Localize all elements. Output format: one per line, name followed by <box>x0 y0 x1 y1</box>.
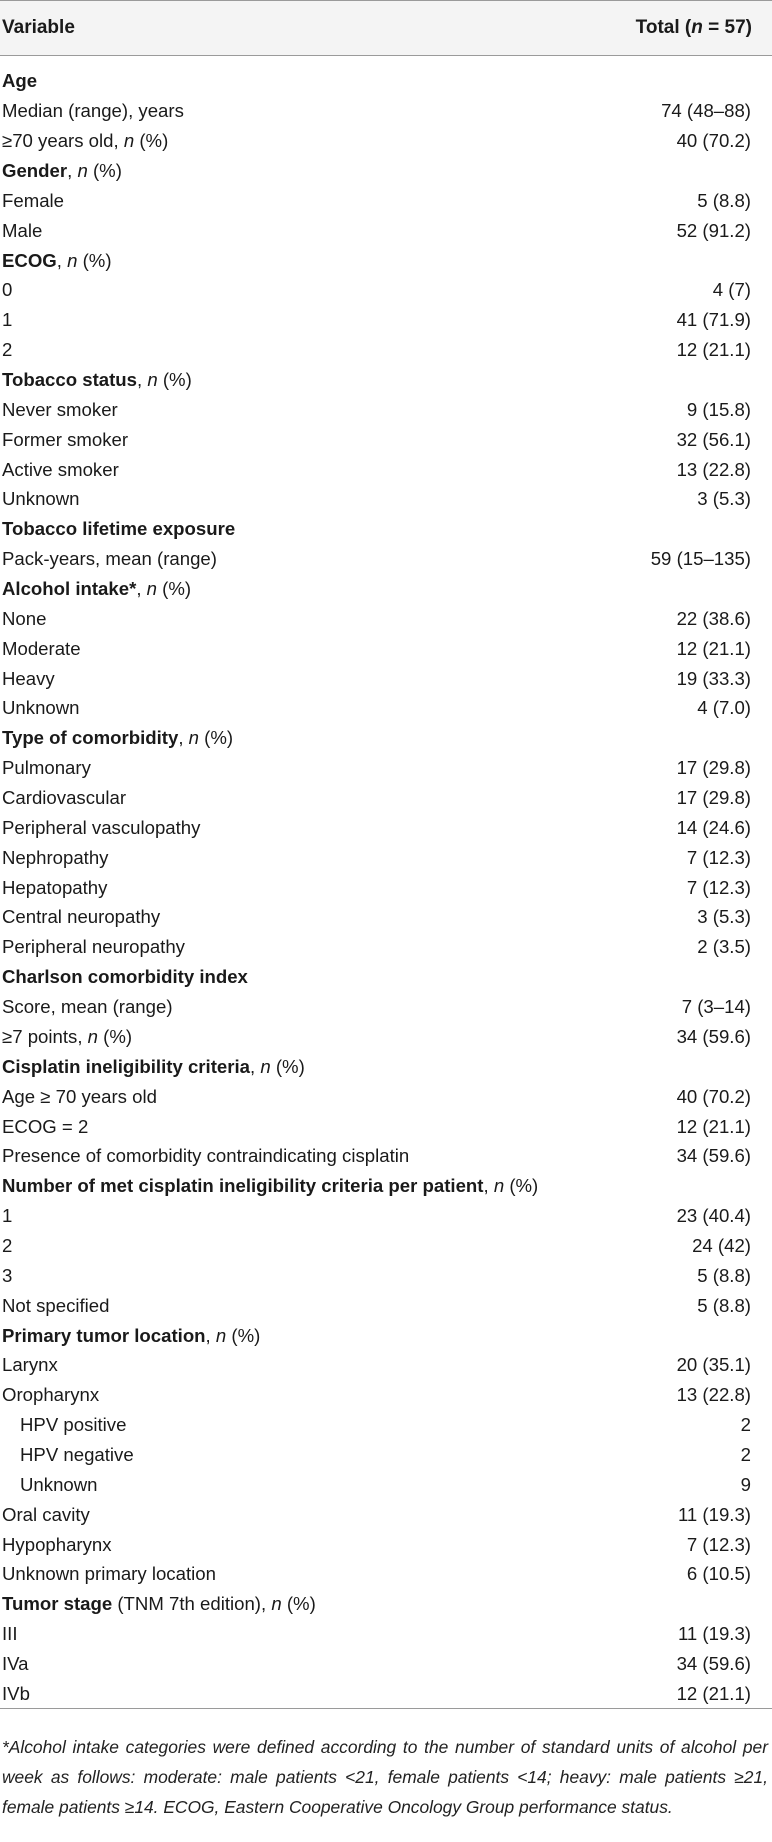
row-label: Pulmonary <box>2 757 91 779</box>
section-title: Age <box>2 70 38 92</box>
row-label: Cardiovascular <box>2 787 127 809</box>
row-value: 3 (5.3) <box>697 906 751 928</box>
table-row <box>0 275 772 305</box>
section-title: Type of comorbidity <box>2 727 179 749</box>
section-title: Tumor stage <box>2 1593 113 1615</box>
row-label: Active smoker <box>2 458 119 480</box>
table-row <box>0 1022 772 1052</box>
section-suffix: , n (%) <box>67 160 122 181</box>
row-label: Unknown primary location <box>2 1563 216 1585</box>
table-row <box>0 1201 772 1231</box>
row-label: Moderate <box>2 637 81 659</box>
section-row <box>0 514 772 544</box>
row-value: 34 (59.6) <box>676 1025 751 1047</box>
row-value: 40 (70.2) <box>676 1085 751 1107</box>
section-suffix: , n (%) <box>136 578 192 600</box>
row-label: Presence of comorbidity contraindicating cisplatin <box>2 1145 410 1167</box>
section-suffix: , n (%) <box>483 1175 539 1197</box>
row-label-n: n <box>123 130 135 152</box>
table-row <box>0 1529 772 1559</box>
row-label: HPV positive <box>20 1414 127 1436</box>
table-row <box>0 1231 772 1261</box>
row-value: 59 (15–135) <box>650 548 751 570</box>
table-row <box>0 633 772 663</box>
row-value: 13 (22.8) <box>676 458 751 480</box>
row-value: 40 (70.2) <box>676 130 751 152</box>
row-label: III <box>2 1623 18 1645</box>
row-label: Hepatopathy <box>2 876 108 898</box>
row-value: 14 (24.6) <box>676 816 751 838</box>
table-row <box>0 185 772 215</box>
row-label: IVb <box>0 1678 560 1708</box>
section-heading <box>0 1320 560 1350</box>
section-row <box>0 1051 772 1081</box>
row-value: 4 (7.0) <box>697 697 751 719</box>
row-value <box>560 1051 772 1081</box>
row-value: 34 (59.6) <box>676 1652 751 1674</box>
section-heading <box>0 723 560 753</box>
table-row <box>0 663 772 693</box>
row-value: 17 (29.8) <box>676 787 751 809</box>
table-row <box>0 1440 772 1470</box>
table-row <box>0 1559 772 1589</box>
section-heading <box>0 1589 560 1619</box>
section-title: Gender <box>2 160 68 181</box>
table-row <box>0 1141 772 1171</box>
table-row <box>0 1260 772 1290</box>
row-label: HPV negative <box>20 1443 134 1465</box>
row-value: 7 (12.3) <box>686 876 751 898</box>
row-label <box>0 126 560 156</box>
section-row <box>0 962 772 992</box>
row-value: 20 (35.1) <box>676 1354 751 1376</box>
n-symbol: n <box>271 1593 282 1615</box>
section-title: Tobacco status <box>2 369 138 391</box>
section-row <box>0 245 772 275</box>
table-row <box>0 1380 772 1410</box>
section-suffix: , n (%) <box>178 727 234 749</box>
row-value: 41 (71.9) <box>676 309 751 331</box>
n-symbol: n <box>146 578 158 600</box>
row-value: 74 (48–88) <box>661 100 751 122</box>
table-row <box>0 1619 772 1649</box>
row-label: Larynx <box>2 1354 58 1376</box>
row-value: 34 (59.6) <box>676 1145 751 1167</box>
table-row <box>0 603 772 633</box>
row-value: 2 <box>740 1443 751 1465</box>
n-symbol: n <box>77 160 88 181</box>
n-symbol: n <box>188 727 199 749</box>
table-row <box>0 842 772 872</box>
row-value: 12 (21.1) <box>676 339 751 361</box>
section-row <box>0 1320 772 1350</box>
section-heading <box>0 1171 560 1201</box>
row-value: 17 (29.8) <box>676 757 751 779</box>
row-label: Central neuropathy <box>2 906 161 928</box>
row-value: 12 (21.1) <box>676 1115 751 1137</box>
row-value <box>560 723 772 753</box>
table-row <box>0 812 772 842</box>
row-label: 1 <box>2 309 13 331</box>
section-row <box>0 365 772 395</box>
row-value: 23 (40.4) <box>676 1205 751 1227</box>
n-symbol: n <box>260 1055 271 1077</box>
section-heading <box>0 514 560 544</box>
row-value <box>560 574 772 604</box>
table-row <box>0 693 772 723</box>
row-label: Peripheral vasculopathy <box>2 816 201 838</box>
table-row <box>0 424 772 454</box>
row-value <box>560 156 772 186</box>
section-row <box>0 66 772 96</box>
row-value: 5 (8.8) <box>697 1294 751 1316</box>
row-label: Hypopharynx <box>2 1533 112 1555</box>
row-value <box>560 245 772 275</box>
section-title: Cisplatin ineligibility criteria <box>2 1055 250 1077</box>
row-label: Never smoker <box>2 398 118 420</box>
table-row <box>0 484 772 514</box>
row-value: 11 (19.3) <box>677 1503 751 1525</box>
row-value: 2 <box>740 1414 751 1436</box>
row-label: Heavy <box>2 667 55 689</box>
section-title: Alcohol intake* <box>2 578 137 600</box>
table-row <box>0 783 772 813</box>
section-suffix: , n (%) <box>249 1055 305 1077</box>
section-heading <box>0 245 560 275</box>
row-value <box>560 1171 772 1201</box>
row-value: 12 (21.1) <box>560 1678 772 1708</box>
section-title: ECOG <box>2 249 57 271</box>
row-label-n: n <box>87 1025 99 1047</box>
row-label-text: ≥70 years old, <box>2 130 124 152</box>
section-row <box>0 1171 772 1201</box>
section-heading <box>0 156 560 186</box>
row-label: Unknown <box>20 1473 98 1495</box>
section-row <box>0 156 772 186</box>
header-variable: Variable <box>0 1 560 56</box>
row-value: 7 (12.3) <box>686 1533 751 1555</box>
row-label: Peripheral neuropathy <box>2 936 185 958</box>
row-value: 32 (56.1) <box>676 428 751 450</box>
section-title: Charlson comorbidity index <box>2 966 248 988</box>
table-row <box>0 96 772 126</box>
header-total-n: n <box>691 17 703 38</box>
section-suffix: , n (%) <box>205 1324 261 1346</box>
table-row <box>0 753 772 783</box>
table-row <box>0 1469 772 1499</box>
table-footnote: *Alcohol intake categories were defined according to the number of standard units of alcohol per week as follows: moderate: male patients <21, female patients <14; heavy: male patients ≥21, female patients ≥14. ECOG, Eastern Cooperative Oncology Group performance status. <box>2 1737 768 1817</box>
row-value: 24 (42) <box>692 1234 751 1256</box>
row-value <box>560 962 772 992</box>
row-value: 13 (22.8) <box>676 1384 751 1406</box>
n-symbol: n <box>493 1175 505 1197</box>
row-label-tail: (%) <box>98 1025 133 1047</box>
section-suffix: (TNM 7th edition), n (%) <box>112 1593 316 1615</box>
table-row <box>0 1499 772 1529</box>
body-spacer <box>0 56 772 67</box>
row-label: Not specified <box>2 1294 110 1316</box>
section-row <box>0 1589 772 1619</box>
row-value: 12 (21.1) <box>676 637 751 659</box>
row-label: 2 <box>2 1234 13 1256</box>
table-row <box>0 1678 772 1708</box>
section-heading <box>0 1051 560 1081</box>
section-heading <box>0 962 560 992</box>
table-row <box>0 215 772 245</box>
table-row <box>0 454 772 484</box>
row-value: 7 (12.3) <box>686 846 751 868</box>
table-row <box>0 872 772 902</box>
row-label: Male <box>2 219 43 241</box>
row-value <box>560 365 772 395</box>
section-heading <box>0 574 560 604</box>
row-value: 5 (8.8) <box>697 1264 751 1286</box>
row-label: Nephropathy <box>2 846 109 868</box>
row-value: 6 (10.5) <box>686 1563 751 1585</box>
section-row <box>0 723 772 753</box>
section-title: Number of met cisplatin ineligibility criteria per patient <box>2 1175 484 1197</box>
section-title: Primary tumor location <box>2 1324 206 1346</box>
row-label: Oral cavity <box>2 1503 90 1525</box>
row-value: 3 (5.3) <box>697 488 751 510</box>
row-label: None <box>2 607 47 629</box>
table-row <box>0 544 772 574</box>
row-label: Age ≥ 70 years old <box>2 1085 157 1107</box>
row-value: 9 (15.8) <box>686 398 751 420</box>
table-row <box>0 902 772 932</box>
n-symbol: n <box>67 249 78 271</box>
section-heading <box>0 66 560 96</box>
row-value: 9 <box>740 1473 751 1495</box>
n-symbol: n <box>215 1324 227 1346</box>
table-row <box>0 992 772 1022</box>
row-value <box>560 66 772 96</box>
section-row <box>0 574 772 604</box>
row-value: 4 (7) <box>712 279 751 301</box>
row-value: 11 (19.3) <box>677 1623 751 1645</box>
row-label: 3 <box>2 1264 13 1286</box>
table-row <box>0 1081 772 1111</box>
row-label: 2 <box>2 339 13 361</box>
row-label: 1 <box>2 1205 13 1227</box>
table-body <box>0 56 772 1709</box>
row-label: Unknown <box>2 488 80 510</box>
row-label <box>0 1022 560 1052</box>
section-title: Tobacco lifetime exposure <box>2 518 236 540</box>
row-value: 7 (3–14) <box>681 996 751 1018</box>
table-row <box>0 1410 772 1440</box>
row-value: 52 (91.2) <box>676 219 751 241</box>
row-label: Former smoker <box>2 428 129 450</box>
section-suffix: , n (%) <box>137 369 192 391</box>
row-value <box>560 1589 772 1619</box>
table-row <box>0 1350 772 1380</box>
row-label: Unknown <box>2 697 80 719</box>
row-label: Female <box>2 189 65 211</box>
table-row <box>0 335 772 365</box>
row-label: Score, mean (range) <box>2 996 173 1018</box>
section-suffix: , n (%) <box>56 249 112 271</box>
table-row <box>0 932 772 962</box>
row-value: 2 (3.5) <box>697 936 751 958</box>
section-heading <box>0 365 560 395</box>
row-label-text: ≥7 points, <box>2 1025 88 1047</box>
row-label: 0 <box>2 279 13 301</box>
header-total-suffix: = 57) <box>702 17 752 38</box>
row-value <box>560 514 772 544</box>
table-row <box>0 1111 772 1141</box>
header-total <box>560 1 772 56</box>
row-value: 22 (38.6) <box>676 607 751 629</box>
table-row <box>0 126 772 156</box>
header-row <box>0 1 772 56</box>
row-label: ECOG = 2 <box>2 1115 89 1137</box>
row-label-tail: (%) <box>134 130 169 152</box>
header-total-prefix: Total ( <box>635 17 692 38</box>
row-label: Oropharynx <box>2 1384 100 1406</box>
row-value: 19 (33.3) <box>676 667 751 689</box>
table-header <box>0 1 772 56</box>
row-label: IVa <box>2 1652 29 1674</box>
n-symbol: n <box>147 369 158 391</box>
row-value <box>560 1320 772 1350</box>
table-row <box>0 305 772 335</box>
row-label: Pack-years, mean (range) <box>2 548 217 570</box>
table-row <box>0 394 772 424</box>
table-row <box>0 1290 772 1320</box>
table-row <box>0 1649 772 1679</box>
row-label: Median (range), years <box>2 100 184 122</box>
row-value: 5 (8.8) <box>697 189 751 211</box>
